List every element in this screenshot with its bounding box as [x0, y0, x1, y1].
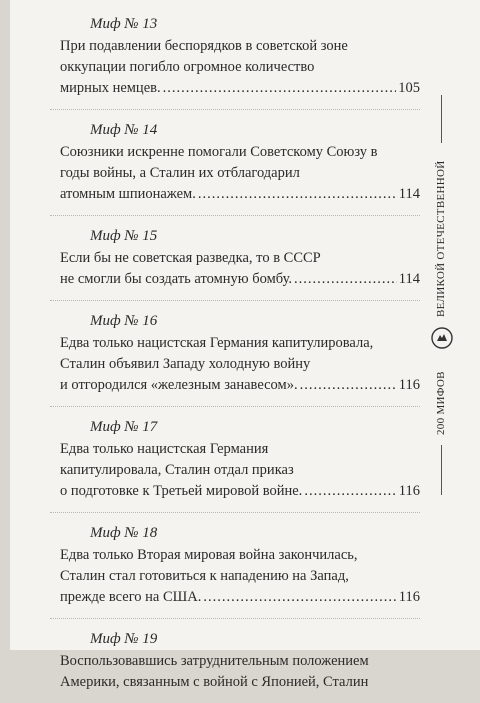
entry-divider — [50, 215, 420, 216]
entry-text-line: и отгородился «железным занавесом». — [60, 377, 298, 393]
entry-last-line — [60, 184, 420, 205]
page-number: 114 — [398, 186, 420, 202]
entry-text-line: Едва только Вторая мировая война закончилась, — [60, 547, 358, 563]
spine-rule-bottom — [441, 445, 442, 495]
dot-leader — [304, 481, 396, 502]
dot-leader — [198, 184, 397, 205]
toc-entry[interactable] — [60, 311, 420, 396]
entry-text-line: капитулировала, Сталин отдал приказ — [60, 462, 294, 478]
myth-number-label: Миф № 15 — [90, 228, 158, 244]
page-number: 105 — [398, 80, 420, 96]
page-number: 114 — [398, 271, 420, 287]
table-of-contents — [60, 14, 420, 703]
toc-entry[interactable] — [60, 120, 420, 205]
entry-text-line: не смогли бы создать атомную бомбу. — [60, 271, 293, 287]
entry-last-line — [60, 78, 420, 99]
entry-text-line: Союзники искренне помогали Советскому Союзу в — [60, 144, 378, 160]
spine-series-a-text: 200 МИФОВ — [435, 371, 447, 435]
toc-entry[interactable] — [60, 226, 420, 290]
entry-text-line: Америки, связанным с войной с Японией, Сталин — [60, 674, 369, 690]
publisher-emblem-icon — [431, 327, 453, 349]
dot-leader — [294, 269, 397, 290]
entry-text-line: атомным шпионажем. — [60, 186, 196, 202]
entry-text-line: Если бы не советская разведка, то в СССР — [60, 250, 321, 266]
page-number: 116 — [398, 483, 420, 499]
myth-number-label: Миф № 17 — [90, 419, 158, 435]
entry-last-line — [60, 375, 420, 396]
entry-text-line: Сталин стал готовиться к нападению на Запад, — [60, 568, 349, 584]
toc-entry[interactable] — [60, 417, 420, 502]
myth-number-label: Миф № 16 — [90, 313, 158, 329]
page-number: 116 — [398, 377, 420, 393]
entry-text-line: При подавлении беспорядков в советской зоне — [60, 38, 348, 54]
entry-text-line: Воспользовавшись затруднительным положением — [60, 653, 369, 669]
book-spine — [428, 95, 456, 595]
myth-number-label: Миф № 14 — [90, 122, 158, 138]
myth-number-label: Миф № 19 — [90, 631, 158, 647]
entry-divider — [50, 406, 420, 407]
toc-entry[interactable] — [60, 523, 420, 608]
entry-text-line: прежде всего на США. — [60, 589, 202, 605]
toc-entry[interactable] — [60, 629, 420, 693]
entry-text-line: мирных немцев. — [60, 80, 161, 96]
entry-divider — [50, 618, 420, 619]
dot-leader — [203, 587, 396, 608]
page-number: 116 — [398, 589, 420, 605]
spine-series-b-text: ВЕЛИКОЙ ОТЕЧЕСТВЕННОЙ — [435, 160, 447, 317]
entry-last-line — [60, 269, 420, 290]
entry-text-line: Сталин объявил Западу холодную войну — [60, 356, 311, 372]
dot-leader — [163, 78, 397, 99]
toc-entry[interactable] — [60, 14, 420, 99]
entry-text-line: Едва только нацистская Германия капитулировала, — [60, 335, 374, 351]
entry-last-line — [60, 481, 420, 502]
entry-text-line: о подготовке к Третьей мировой войне. — [60, 483, 303, 499]
dot-leader — [300, 375, 397, 396]
spine-rule-top — [441, 95, 442, 143]
entry-divider — [50, 109, 420, 110]
entry-text-line: оккупации погибло огромное количество — [60, 59, 315, 75]
entry-divider — [50, 300, 420, 301]
entry-last-line — [60, 587, 420, 608]
entry-divider — [50, 512, 420, 513]
myth-number-label: Миф № 18 — [90, 525, 158, 541]
entry-text-line: годы войны, а Сталин их отблагодарил — [60, 165, 300, 181]
entry-text-line: Едва только нацистская Германия — [60, 441, 269, 457]
book-page — [10, 0, 480, 690]
myth-number-label: Миф № 13 — [90, 16, 158, 32]
